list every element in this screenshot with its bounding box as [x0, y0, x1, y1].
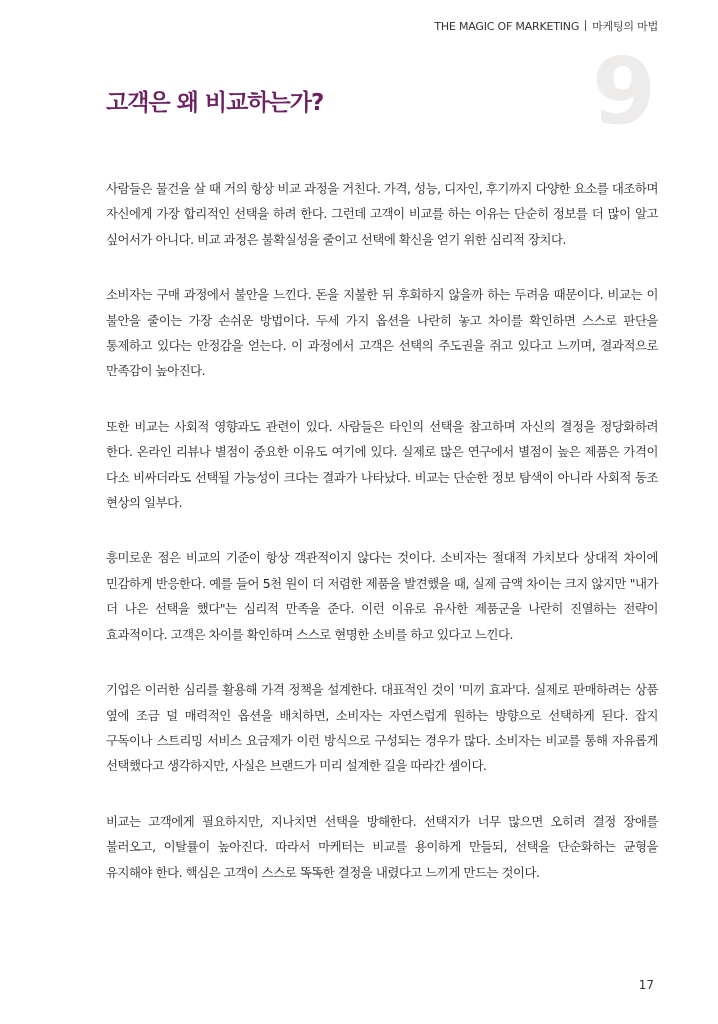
paragraph: 사람들은 물건을 살 때 거의 항상 비교 과정을 거친다. 가격, 성능, 디자인, 후기까지 다양한 요소를 대조하며 자신에게 가장 합리적인 선택을 하려 한다. 그런데 고객이 비교를 하는 이유는 단순히 정보를 더 많이 알고 싶어서가 아니다. 비교 과정은 불확실성을 줄이고 선택에 확신을 얻기 위한 심리적 장치다. [106, 181, 658, 247]
header-divider [585, 20, 586, 31]
page-title: 고객은 왜 비교하는가? [106, 90, 324, 116]
chapter-number: 9 [591, 38, 656, 145]
paragraph: 또한 비교는 사회적 영향과도 관련이 있다. 사람들은 타인의 선택을 참고하며 자신의 결정을 정당화하려 한다. 온라인 리뷰나 별점이 중요한 이유도 여기에 있다. 실제로 많은 연구에서 별점이 높은 제품은 가격이 다소 비싸더라도 선택될 가능성이 크다는 결과가 나타났다. 비교는 단순한 정보 탐색이 아니라 사회적 동조 현상의 일부다. [106, 418, 658, 511]
book-title-korean: 마케팅의 마법 [592, 20, 658, 33]
paragraph: 흥미로운 점은 비교의 기준이 항상 객관적이지 않다는 것이다. 소비자는 절대적 가치보다 상대적 차이에 민감하게 반응한다. 예를 들어 5천 원이 더 저렴한 제품을 발견했을 때, 실제 금액 차이는 크지 않지만 "내가 더 나은 선택을 했다"는 심리적 만족을 준다. 이런 이유로 유사한 제품군을 나란히 진열하는 전략이 효과적이다. 고객은 차이를 확인하며 스스로 현명한 소비를 하고 있다고 느낀다. [106, 550, 658, 642]
paragraph: 기업은 이러한 심리를 활용해 가격 정책을 설계한다. 대표적인 것이 '미끼 효과'다. 실제로 판매하려는 상품 옆에 조금 덜 매력적인 옵션을 배치하면, 소비자는 자연스럽게 원하는 방향으로 선택하게 된다. 잡지 구독이나 스트리밍 서비스 요금제가 이런 방식으로 구성되는 경우가 많다. 소비자는 비교를 통해 자유롭게 선택했다고 생각하지만, 사실은 브랜드가 미리 설계한 길을 따라간 셈이다. [106, 682, 658, 774]
paragraph: 비교는 고객에게 필요하지만, 지나치면 선택을 방해한다. 선택지가 너무 많으면 오히려 결정 장애를 불러오고, 이탈률이 높아진다. 따라서 마케터는 비교를 용이하게 만들되, 선택을 단순화하는 균형을 유지해야 한다. 핵심은 고객이 스스로 똑똑한 결정을 내렸다고 느끼게 만드는 것이다. [106, 813, 658, 880]
running-header [434, 18, 658, 34]
body-text [106, 176, 658, 915]
page-number: 17 [638, 978, 654, 992]
paragraph: 소비자는 구매 과정에서 불안을 느낀다. 돈을 지불한 뒤 후회하지 않을까 하는 두려움 때문이다. 비교는 이 불안을 줄이는 가장 손쉬운 방법이다. 두세 가지 옵션을 나란히 놓고 차이를 확인하면 스스로 판단을 통제하고 있다는 안정감을 얻는다. 이 과정에서 고객은 선택의 주도권을 쥐고 있다고 느끼며, 결과적으로 만족감이 높아진다. [106, 287, 658, 379]
book-title: THE MAGIC OF MARKETING [434, 20, 580, 33]
